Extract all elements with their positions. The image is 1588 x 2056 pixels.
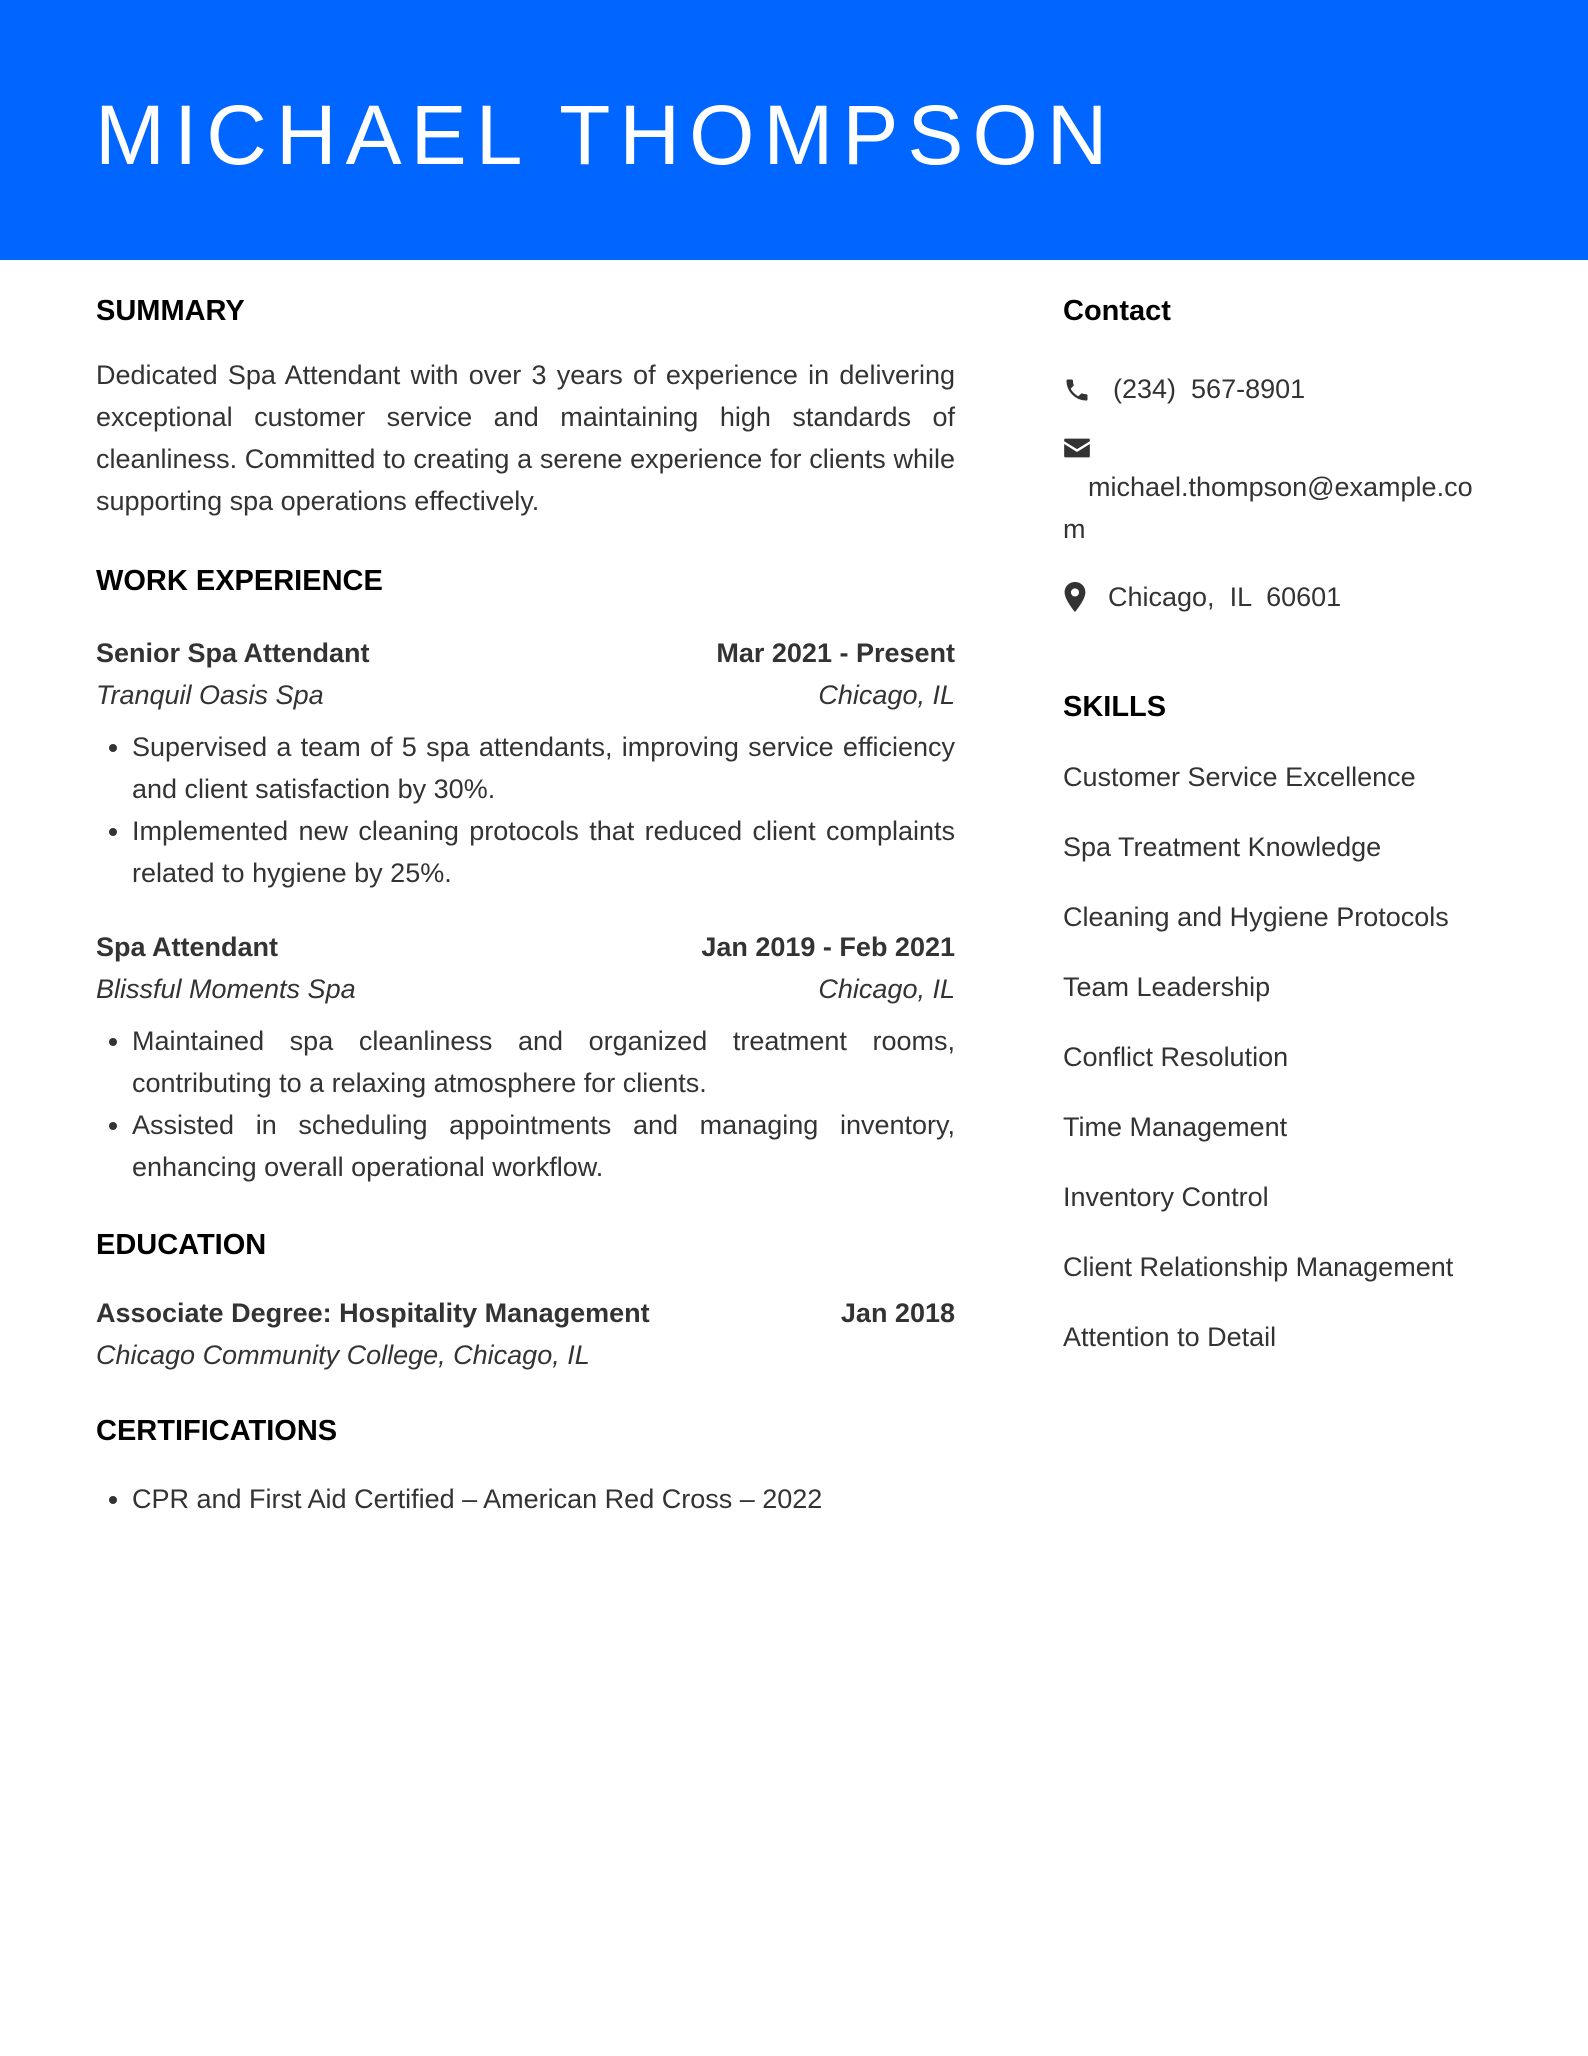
experience-section xyxy=(96,560,955,1188)
certification-item: • CPR and First Aid Certified – American Red Cross – 2022 xyxy=(132,1478,955,1520)
phone-number[interactable]: (234) 567-8901 xyxy=(1113,374,1306,404)
phone-icon xyxy=(1063,374,1093,404)
skills-section xyxy=(1063,686,1493,1358)
job-dates: Mar 2021 - Present xyxy=(716,638,955,668)
job-company: Tranquil Oasis Spa xyxy=(96,680,324,710)
email-address-wrap: m xyxy=(1063,514,1086,544)
job-bullet: • Maintained spa cleanliness and organized treatment rooms, contributing to a relaxing atmosphere for clients. xyxy=(132,1020,955,1104)
certifications-title: CERTIFICATIONS xyxy=(96,1415,338,1447)
job-bullets xyxy=(96,1020,955,1188)
degree: Associate Degree: Hospitality Management xyxy=(96,1298,650,1328)
envelope-icon xyxy=(1063,436,1093,466)
certifications-section xyxy=(96,1410,955,1520)
degree-date: Jan 2018 xyxy=(840,1298,955,1328)
skill-item: Attention to Detail xyxy=(1063,1322,1277,1352)
job-entry xyxy=(96,926,955,1188)
skill-item: Client Relationship Management xyxy=(1063,1252,1454,1282)
skills-list xyxy=(1063,756,1493,1358)
experience-title: WORK EXPERIENCE xyxy=(96,565,383,597)
location-text: Chicago, IL 60601 xyxy=(1108,582,1342,612)
job-bullet: • Supervised a team of 5 spa attendants, improving service efficiency and client satisfaction by 30%. xyxy=(132,726,955,810)
job-location: Chicago, IL xyxy=(818,974,955,1004)
skill-item: Spa Treatment Knowledge xyxy=(1063,832,1382,862)
school: Chicago Community College, Chicago, IL xyxy=(96,1340,590,1370)
skill-item: Time Management xyxy=(1063,1112,1288,1142)
education-section xyxy=(96,1224,955,1376)
education-title: EDUCATION xyxy=(96,1229,267,1261)
skill-item: Inventory Control xyxy=(1063,1182,1269,1212)
sidebar-column xyxy=(1063,290,1493,1358)
contact-phone xyxy=(1063,368,1493,410)
header-banner xyxy=(0,0,1588,260)
job-bullets xyxy=(96,726,955,894)
certification-list xyxy=(96,1478,955,1520)
job-role: Senior Spa Attendant xyxy=(96,638,370,668)
map-pin-icon xyxy=(1063,582,1093,612)
skill-item: Team Leadership xyxy=(1063,972,1271,1002)
skill-item: Customer Service Excellence xyxy=(1063,762,1416,792)
job-role: Spa Attendant xyxy=(96,932,278,962)
skill-item: Cleaning and Hygiene Protocols xyxy=(1063,902,1449,932)
job-entry xyxy=(96,632,955,894)
email-address[interactable]: michael.thompson@example.co xyxy=(1088,472,1473,502)
summary-text: Dedicated Spa Attendant with over 3 years of experience in delivering exceptional customer service and maintaining high standards of cleanliness. Committed to creating a serene experience for clients while supporting spa operations effectively. xyxy=(96,360,955,516)
candidate-name: MICHAEL THOMPSON xyxy=(95,88,1117,182)
skills-title: SKILLS xyxy=(1063,691,1167,723)
contact-section xyxy=(1063,290,1493,618)
contact-email xyxy=(1063,436,1493,550)
contact-title: Contact xyxy=(1063,295,1171,327)
job-company: Blissful Moments Spa xyxy=(96,974,356,1004)
main-column xyxy=(96,290,955,1520)
job-location: Chicago, IL xyxy=(818,680,955,710)
job-dates: Jan 2019 - Feb 2021 xyxy=(701,932,955,962)
job-bullet: • Assisted in scheduling appointments and managing inventory, enhancing overall operational workflow. xyxy=(132,1104,955,1188)
skill-item: Conflict Resolution xyxy=(1063,1042,1289,1072)
job-bullet: • Implemented new cleaning protocols that reduced client complaints related to hygiene by 25%. xyxy=(132,810,955,894)
contact-location xyxy=(1063,576,1493,618)
summary-title: SUMMARY xyxy=(96,295,245,327)
summary-section xyxy=(96,290,955,522)
